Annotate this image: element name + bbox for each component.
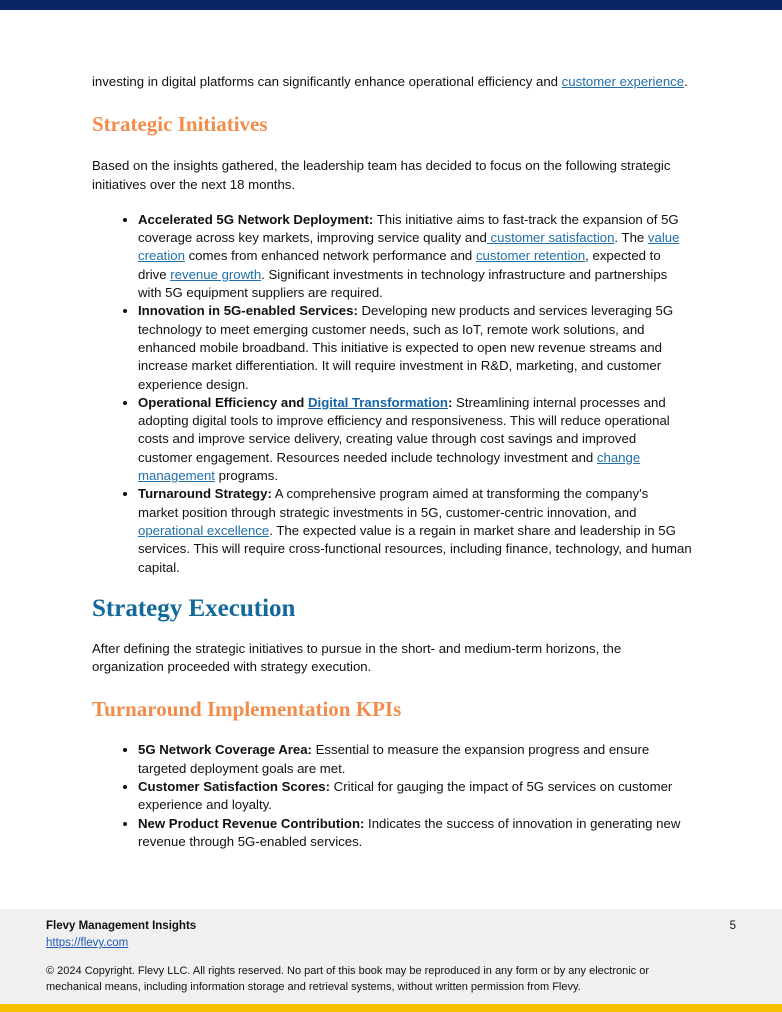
intro-paragraph: investing in digital platforms can significantly enhance operational efficiency and customer experience. bbox=[92, 74, 688, 89]
kpi-list bbox=[92, 741, 692, 851]
page-number: 5 bbox=[729, 920, 736, 932]
list-item: • New Product Revenue Contribution: Indicates the success of innovation in generating new revenue through 5G-enabled services. bbox=[138, 815, 692, 852]
link-revenue-growth[interactable]: revenue growth bbox=[170, 266, 262, 282]
page-footer bbox=[0, 909, 782, 1004]
footer-site-link[interactable]: https://flevy.com bbox=[46, 937, 129, 949]
link-customer-experience[interactable]: customer experience bbox=[561, 74, 685, 89]
top-accent-bar bbox=[0, 0, 782, 10]
heading-strategy-execution: Strategy Execution bbox=[92, 594, 296, 622]
link-change-management[interactable]: change management bbox=[138, 449, 641, 484]
link-digital-transformation[interactable]: Digital Transformation bbox=[308, 394, 448, 410]
link-customer-retention[interactable]: customer retention bbox=[475, 248, 586, 264]
list-item: • 5G Network Coverage Area: Essential to measure the expansion progress and ensure targeted deployment goals are met. bbox=[138, 741, 692, 778]
link-operational-excellence[interactable]: operational excellence bbox=[138, 522, 270, 538]
list-item: • Customer Satisfaction Scores: Critical for gauging the impact of 5G services on customer experience and loyalty. bbox=[138, 778, 692, 815]
list-item: • Turnaround Strategy: A comprehensive program aimed at transforming the company's market position through strategic investments in 5G, customer-centric innovation, and operational excellence. The expected value is a regain in market share and leadership in 5G services. This will require cross-functional resources, including finance, technology, and human capital. bbox=[138, 485, 692, 576]
execution-paragraph: After defining the strategic initiatives to pursue in the short- and medium-term horizons, the organization proceeded with strategy execution. bbox=[92, 640, 622, 675]
initiatives-list bbox=[92, 211, 692, 577]
heading-strategic-initiatives: Strategic Initiatives bbox=[92, 112, 268, 137]
link-value-creation[interactable]: value creation bbox=[138, 230, 680, 264]
heading-turnaround-kpis: Turnaround Implementation KPIs bbox=[92, 697, 402, 722]
list-item: • Accelerated 5G Network Deployment: This initiative aims to fast-track the expansion of 5G coverage across key markets, improving service quality and customer satisfaction. The value creation comes from enhanced network performance and customer retention, expected to drive revenue growth. Significant investments in technology infrastructure and partnerships with 5G equipment suppliers are required. bbox=[138, 211, 692, 302]
initiatives-intro: Based on the insights gathered, the leadership team has decided to focus on the following strategic initiatives over the next 18 months. bbox=[92, 158, 671, 192]
footer-brand: Flevy Management Insights bbox=[46, 920, 197, 932]
link-customer-satisfaction[interactable]: customer satisfaction bbox=[486, 230, 615, 246]
document-body bbox=[92, 73, 692, 851]
list-item: • Operational Efficiency and Digital Transformation: Streamlining internal processes and adopting digital tools to improve efficiency and responsiveness. This will reduce operational costs and improve service delivery, creating value through cost savings and improved customer engagement. Resources needed include technology investment and change management programs. bbox=[138, 394, 692, 485]
bottom-accent-bar bbox=[0, 1004, 782, 1012]
list-item: • Innovation in 5G-enabled Services: Developing new products and services leveraging 5G technology to meet emerging customer needs, such as IoT, remote work solutions, and enhanced mobile broadband. This initiative is expected to open new revenue streams and increase market differentiation. It will require investment in R&D, marketing, and customer experience design. bbox=[138, 302, 692, 393]
copyright-notice: © 2024 Copyright. Flevy LLC. All rights reserved. No part of this book may be reproduced in any form or by any electronic or mechanical means, including information storage and retrieval systems, without written permission from Flevy. bbox=[46, 965, 650, 993]
